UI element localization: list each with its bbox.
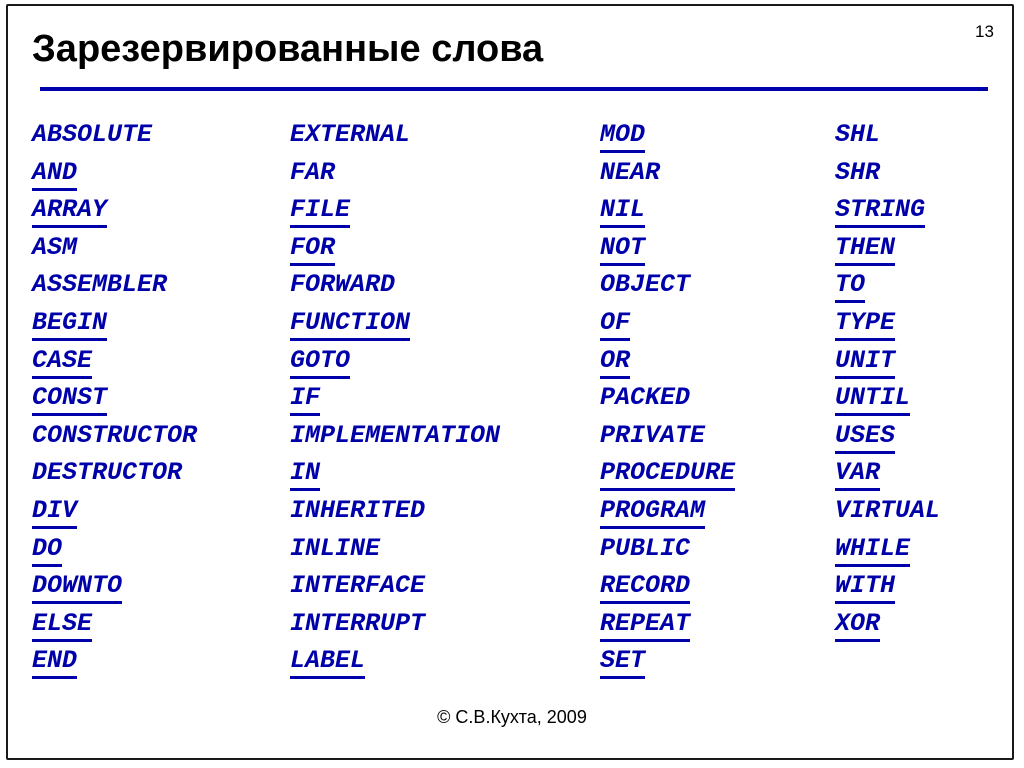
keyword-text: INLINE: [290, 533, 381, 563]
keyword-underlined: [32, 342, 197, 380]
keyword-text: CONSTRUCTOR: [32, 420, 198, 450]
keyword-underlined: [32, 567, 197, 605]
keyword-text: END: [32, 646, 77, 679]
keyword: [32, 116, 197, 154]
keyword: [835, 116, 940, 154]
keyword-underlined: [835, 454, 940, 492]
keyword-text: XOR: [835, 609, 880, 642]
keyword-text: ARRAY: [32, 195, 107, 228]
keyword-text: REPEAT: [600, 609, 690, 642]
keyword-underlined: [835, 530, 940, 568]
keyword-text: PUBLIC: [600, 533, 691, 563]
keyword: [32, 266, 197, 304]
keyword-text: SET: [600, 646, 645, 679]
keyword-column-4: [835, 116, 940, 642]
keyword-underlined: [600, 454, 735, 492]
slide-number: 13: [975, 22, 994, 41]
keyword-underlined: [835, 266, 940, 304]
copyright-footer: © С.В.Кухта, 2009: [437, 707, 587, 727]
keyword-text: SHL: [835, 120, 881, 149]
keyword-underlined: [600, 342, 735, 380]
keyword-text: NEAR: [600, 157, 661, 187]
keyword-underlined: [835, 304, 940, 342]
keyword-text: ASM: [32, 232, 78, 262]
keyword-underlined: [290, 454, 500, 492]
keyword-text: NIL: [600, 195, 645, 228]
keyword-text: PRIVATE: [600, 420, 706, 450]
keyword-text: BEGIN: [32, 308, 107, 341]
keyword-text: INTERRUPT: [290, 608, 426, 638]
keyword: [600, 530, 735, 568]
keyword-text: OR: [600, 346, 630, 379]
keyword-text: WITH: [835, 571, 895, 604]
keyword-text: OBJECT: [600, 270, 691, 300]
keyword-text: RECORD: [600, 571, 690, 604]
keyword-text: INHERITED: [290, 495, 426, 525]
title-divider: [40, 87, 988, 91]
keyword-underlined: [835, 417, 940, 455]
keyword-underlined: [835, 229, 940, 267]
keyword-underlined: [290, 342, 500, 380]
keyword-underlined: [32, 154, 197, 192]
keyword-text: FUNCTION: [290, 308, 410, 341]
keyword-text: VAR: [835, 458, 880, 491]
keyword-underlined: [835, 191, 940, 229]
keyword-text: STRING: [835, 195, 925, 228]
keyword-underlined: [600, 229, 735, 267]
keyword-text: ELSE: [32, 609, 92, 642]
keyword: [32, 454, 197, 492]
keyword-text: VIRTUAL: [835, 495, 941, 525]
keyword-underlined: [600, 304, 735, 342]
slide-title: Зарезервированные слова: [32, 28, 544, 70]
keyword: [835, 154, 940, 192]
keyword-underlined: [600, 116, 735, 154]
keyword-underlined: [32, 379, 197, 417]
keyword-text: EXTERNAL: [290, 120, 411, 149]
keyword: [290, 492, 500, 530]
keyword-text: ABSOLUTE: [32, 120, 153, 149]
keyword: [600, 154, 735, 192]
keyword-underlined: [600, 605, 735, 643]
keyword-text: THEN: [835, 233, 895, 266]
keyword-underlined: [600, 191, 735, 229]
keyword-underlined: [290, 191, 500, 229]
keyword-text: TYPE: [835, 308, 895, 341]
keyword: [290, 116, 500, 154]
keyword-text: PROGRAM: [600, 496, 705, 529]
keyword-text: UNIT: [835, 346, 895, 379]
keyword: [290, 530, 500, 568]
keyword: [32, 229, 197, 267]
keyword-underlined: [835, 567, 940, 605]
keyword: [290, 266, 500, 304]
keyword-underlined: [290, 304, 500, 342]
keyword-underlined: [600, 567, 735, 605]
keyword-underlined: [290, 229, 500, 267]
keyword: [290, 417, 500, 455]
keyword-underlined: [32, 530, 197, 568]
keyword-text: MOD: [600, 120, 645, 153]
keyword-underlined: [290, 642, 500, 680]
keyword: [600, 266, 735, 304]
keyword-underlined: [835, 605, 940, 643]
keyword-text: IN: [290, 458, 320, 491]
keyword-text: PACKED: [600, 383, 691, 413]
keyword-underlined: [835, 342, 940, 380]
keyword-underlined: [290, 379, 500, 417]
keyword-text: FOR: [290, 233, 335, 266]
keyword-text: USES: [835, 421, 895, 454]
keyword-underlined: [32, 492, 197, 530]
keyword-text: PROCEDURE: [600, 458, 735, 491]
keyword-text: FAR: [290, 157, 336, 187]
keyword-text: IMPLEMENTATION: [290, 420, 501, 450]
keyword-text: DIV: [32, 496, 77, 529]
keyword-text: TO: [835, 270, 865, 303]
keyword-underlined: [32, 191, 197, 229]
keyword: [290, 567, 500, 605]
keyword-column-2: [290, 116, 500, 680]
keyword-text: FORWARD: [290, 270, 396, 300]
keyword-underlined: [32, 304, 197, 342]
keyword: [290, 605, 500, 643]
keyword-column-1: [32, 116, 197, 680]
keyword-underlined: [600, 642, 735, 680]
keyword-text: CASE: [32, 346, 92, 379]
keyword-text: NOT: [600, 233, 645, 266]
keyword-text: DESTRUCTOR: [32, 458, 183, 488]
keyword-text: DO: [32, 534, 62, 567]
keyword-underlined: [32, 642, 197, 680]
keyword: [600, 379, 735, 417]
keyword-text: UNTIL: [835, 383, 910, 416]
keyword-underlined: [32, 605, 197, 643]
keyword-text: INTERFACE: [290, 571, 426, 601]
keyword-text: AND: [32, 158, 77, 191]
keyword: [835, 492, 940, 530]
keyword: [32, 417, 197, 455]
keyword-text: FILE: [290, 195, 350, 228]
keyword-text: LABEL: [290, 646, 365, 679]
keyword-text: CONST: [32, 383, 107, 416]
keyword-text: SHR: [835, 157, 881, 187]
keyword-text: ASSEMBLER: [32, 270, 168, 300]
keyword-column-3: [600, 116, 735, 680]
keyword-text: IF: [290, 383, 320, 416]
keyword-text: OF: [600, 308, 630, 341]
keyword-underlined: [600, 492, 735, 530]
keyword-underlined: [835, 379, 940, 417]
keyword-text: DOWNTO: [32, 571, 122, 604]
keyword-text: GOTO: [290, 346, 350, 379]
keyword: [600, 417, 735, 455]
keyword-text: WHILE: [835, 534, 910, 567]
keyword: [290, 154, 500, 192]
